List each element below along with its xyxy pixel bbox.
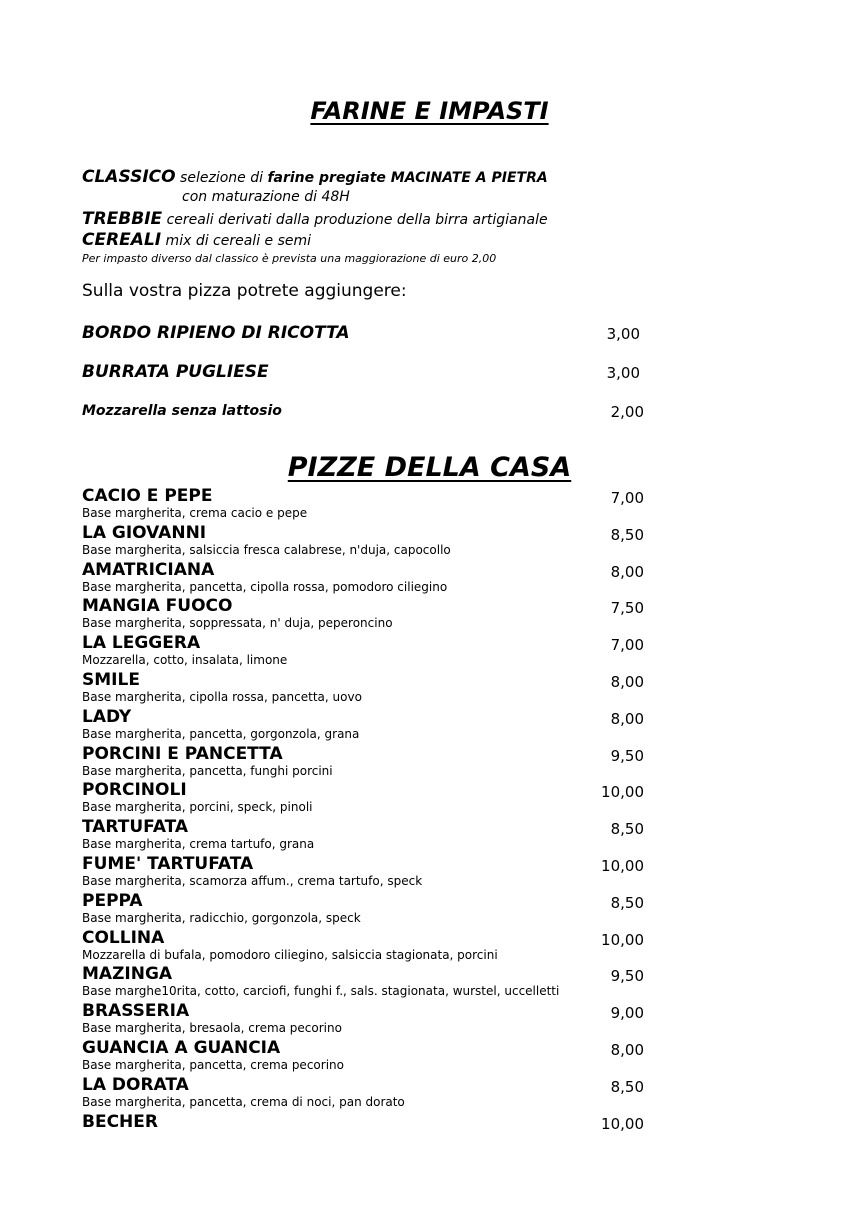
pizza-price: 7,00 <box>610 489 644 507</box>
pizza-description: Base margherita, pancetta, funghi porcini <box>82 763 333 778</box>
flour-cereali-name: CEREALI <box>82 230 162 250</box>
pizza-description: Base margherita, crema tartufo, grana <box>82 837 315 852</box>
pizza-price: 10,00 <box>601 783 644 802</box>
pizza-description: Base margherita, radicchio, gorgonzola, speck <box>82 910 361 925</box>
pizza-item <box>82 1112 644 1149</box>
pizza-description: Base margherita, soppressata, n' duja, peperoncino <box>82 616 393 631</box>
pizza-description: Base margherita, pancetta, crema pecorino <box>82 1057 344 1072</box>
pizza-price: 8,00 <box>610 562 644 581</box>
addition-item <box>82 362 644 386</box>
pizza-list <box>82 486 644 1148</box>
pizze-section-title: PIZZE DELLA CASA <box>287 452 572 483</box>
pizza-price: 7,00 <box>610 636 644 655</box>
flour-classico-maturation: con maturazione di 48H <box>182 189 350 205</box>
pizza-description: Base margherita, crema cacio e pepe <box>82 506 308 520</box>
pizza-price: 9,50 <box>610 967 644 986</box>
pizza-name: PEPPA <box>82 890 143 911</box>
pizza-price: 8,00 <box>610 672 644 691</box>
pizza-price: 8,50 <box>610 1077 644 1096</box>
pizza-price: 9,00 <box>610 1004 644 1023</box>
pizza-item <box>82 1038 644 1075</box>
pizza-name: AMATRICIANA <box>82 559 215 580</box>
flour-surcharge-note: Per impasto diverso dal classico è prevista una maggiorazione di euro 2,00 <box>82 252 497 265</box>
additions-intro: Sulla vostra pizza potrete aggiungere: <box>82 281 407 301</box>
pizza-item <box>82 670 644 707</box>
pizza-name: COLLINA <box>82 927 165 948</box>
pizza-description: Base margherita, salsiccia fresca calabrese, n'duja, capocollo <box>82 542 451 557</box>
flour-trebbie-name: TREBBIE <box>82 209 163 229</box>
flour-section-title: FARINE E IMPASTI <box>310 97 549 125</box>
pizza-item <box>82 744 644 781</box>
pizza-description: Mozzarella, cotto, insalata, limone <box>82 653 288 668</box>
pizza-item <box>82 596 644 633</box>
pizza-description: Base margherita, scamorza affum., crema tartufo, speck <box>82 873 423 888</box>
pizza-item <box>82 707 644 744</box>
pizza-description: Mozzarella di bufala, pomodoro ciliegino, salsiccia stagionata, porcini <box>82 947 498 962</box>
pizza-price: 8,50 <box>610 820 644 839</box>
addition-price: 2,00 <box>610 403 644 421</box>
pizza-name: TARTUFATA <box>82 817 189 838</box>
flour-classico-name: CLASSICO <box>82 167 176 187</box>
pizza-name: MAZINGA <box>82 964 173 985</box>
addition-name: BORDO RIPIENO DI RICOTTA <box>82 323 350 343</box>
pizza-item <box>82 633 644 670</box>
pizza-item <box>82 523 644 560</box>
flour-list <box>82 166 548 268</box>
pizza-price: 9,50 <box>610 746 644 765</box>
pizza-name: SMILE <box>82 669 140 690</box>
pizza-description: Base margherita, porcini, speck, pinoli <box>82 800 313 815</box>
pizza-name: PORCINI E PANCETTA <box>82 743 283 764</box>
pizza-item <box>82 928 644 965</box>
pizza-price: 10,00 <box>601 1114 644 1133</box>
pizza-item <box>82 560 644 597</box>
flour-trebbie <box>82 208 548 229</box>
pizza-description: Base margherita, pancetta, gorgonzola, grana <box>82 726 360 741</box>
addition-price: 3,00 <box>606 364 640 382</box>
pizza-item <box>82 1075 644 1112</box>
pizza-name: MANGIA FUOCO <box>82 596 233 617</box>
pizza-description: Base margherita, pancetta, crema di noci, pan dorato <box>82 1094 405 1109</box>
pizza-description: Base marghe10rita, cotto, carciofi, funghi f., sals. stagionata, wurstel, uccelletti <box>82 984 560 999</box>
pizza-name: LA LEGGERA <box>82 633 201 654</box>
pizza-description: Base margherita, bresaola, crema pecorino <box>82 1021 342 1036</box>
pizza-price: 10,00 <box>601 930 644 949</box>
pizza-name: FUME' TARTUFATA <box>82 853 254 874</box>
pizza-name: LADY <box>82 706 132 727</box>
flour-classico-highlight: farine pregiate MACINATE A PIETRA <box>267 170 548 186</box>
addition-name: Mozzarella senza lattosio <box>82 403 282 419</box>
addition-item <box>82 403 644 425</box>
pizza-price: 7,50 <box>610 599 644 618</box>
pizza-name: GUANCIA A GUANCIA <box>82 1037 281 1058</box>
pizza-description: Base margherita, pancetta, cipolla rossa, pomodoro ciliegino <box>82 579 448 594</box>
pizza-item <box>82 854 644 891</box>
pizza-item <box>82 891 644 928</box>
addition-price: 3,00 <box>606 325 640 343</box>
pizza-price: 10,00 <box>601 856 644 875</box>
pizza-item <box>82 780 644 817</box>
pizza-price: 8,50 <box>610 893 644 912</box>
pizza-price: 8,00 <box>610 1040 644 1059</box>
pizza-price: 8,50 <box>610 525 644 544</box>
flour-cereali <box>82 229 548 250</box>
pizza-price: 8,00 <box>610 709 644 728</box>
flour-cereali-desc: mix di cereali e semi <box>161 233 312 249</box>
flour-classico <box>82 166 548 187</box>
pizza-name: LA GIOVANNI <box>82 522 207 543</box>
pizza-item <box>82 486 644 523</box>
addition-item <box>82 323 644 347</box>
addition-name: BURRATA PUGLIESE <box>82 362 269 382</box>
flour-trebbie-desc: cereali derivati dalla produzione della birra artigianale <box>162 212 548 228</box>
pizza-item <box>82 964 644 1001</box>
pizza-name: BECHER <box>82 1111 158 1132</box>
pizza-description: Base margherita, cipolla rossa, pancetta, uovo <box>82 689 362 704</box>
flour-classico-desc: selezione di <box>175 170 268 186</box>
pizza-item <box>82 817 644 854</box>
pizza-name: CACIO E PEPE <box>82 486 213 506</box>
pizza-name: PORCINOLI <box>82 780 187 801</box>
pizza-name: BRASSERIA <box>82 1001 190 1022</box>
pizza-item <box>82 1001 644 1038</box>
pizza-name: LA DORATA <box>82 1074 189 1095</box>
